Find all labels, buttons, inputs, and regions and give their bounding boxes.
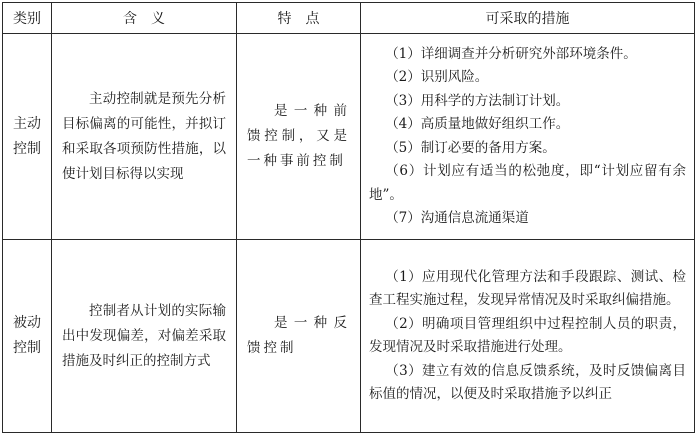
control-comparison-table [2,2,695,433]
table-row-active-control [3,34,695,240]
measure-item: （1）应用现代化管理方法和手段跟踪、测试、检查工程实施过程，发现异常情况及时采取纠偏措施。 [369,268,686,308]
header-measures: 可采取的措施 [361,3,695,34]
meaning-cell: 控制者从计划的实际输出中发现偏差，对偏差采取措施及时纠正的控制方式 [52,240,237,433]
measure-item: （3）用科学的方法制订计划。 [385,92,570,109]
type-label-line1: 被动 [13,315,41,331]
measure-item: （2）识别风险。 [385,69,489,85]
meaning-cell: 主动控制就是预先分析目标偏离的可能性，并拟订和采取各项预防性措施，以使计划目标得以实现 [52,34,237,240]
type-cell [3,240,52,433]
table-body [3,34,695,433]
header-feature: 特 点 [237,3,361,34]
measure-item: （3）建立有效的信息反馈系统，及时反馈偏离目标值的情况，以便及时采取措施予以纠正 [369,362,686,402]
feature-cell: 是一种反馈控制 [237,240,361,433]
measure-item: （7）沟通信息流通渠道 [385,210,529,226]
measure-item: （4）高质量地做好组织工作。 [385,116,570,132]
measure-item: （6）计划应有适当的松弛度，即“计划应留有余地”。 [369,163,686,203]
measures-cell [361,34,695,240]
measure-item: （2）明确项目管理组织中过程控制人员的职责，发现情况及时采取措施进行处理。 [369,315,686,355]
measure-item: （5）制订必要的备用方案。 [385,139,556,156]
type-label-line1: 主动 [13,115,41,132]
table-row-passive-control [3,240,695,433]
type-label-line2: 控制 [13,340,41,356]
header-row [3,3,695,34]
measures-cell [361,240,695,433]
header-type: 类别 [3,3,52,34]
header-meaning: 含 义 [52,3,237,34]
type-cell [3,34,52,240]
table-header [3,3,695,34]
measure-item: （1）详细调查并分析研究外部环境条件。 [385,45,637,62]
feature-cell: 是一种前馈控制，又是一种事前控制 [237,34,361,240]
type-label-line2: 控制 [13,140,41,157]
